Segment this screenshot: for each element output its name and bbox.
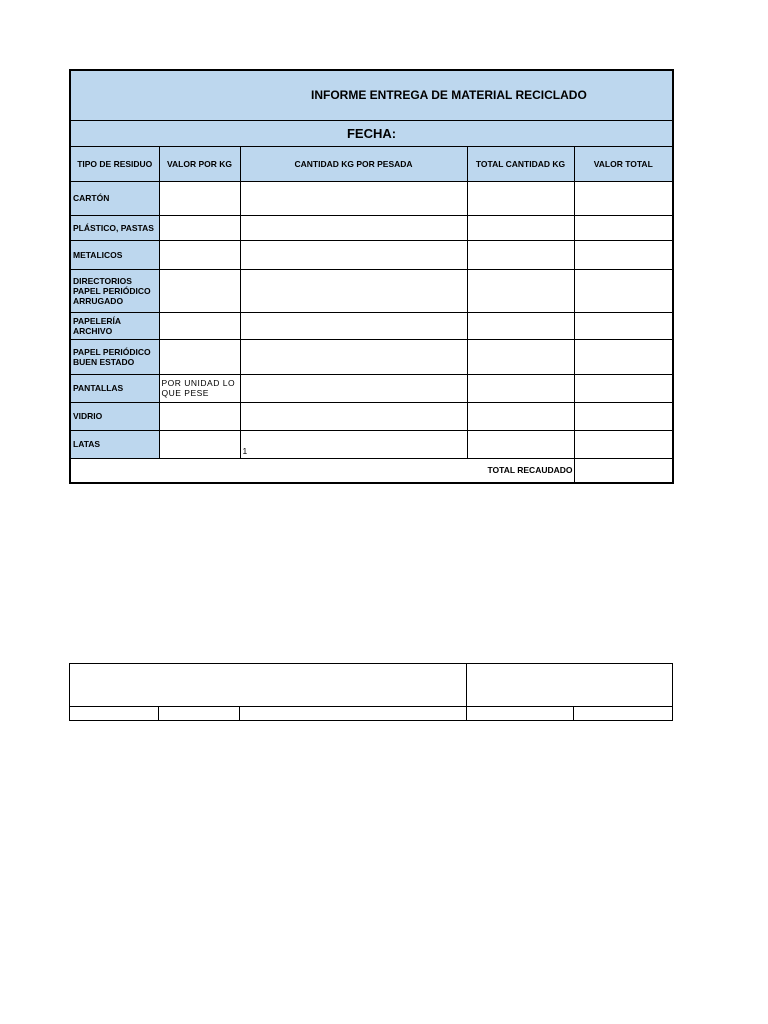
cantidad-cell[interactable] [240, 215, 467, 240]
valor-cell[interactable] [159, 181, 240, 215]
valor-total-cell[interactable] [574, 312, 673, 339]
recycling-report-table [69, 69, 672, 484]
signature-cell[interactable] [574, 707, 673, 721]
table-row [70, 240, 673, 269]
cantidad-cell[interactable] [240, 240, 467, 269]
header-valor-total: VALOR TOTAL [574, 146, 673, 181]
table-row [70, 269, 673, 312]
signature-cell[interactable] [240, 707, 467, 721]
valor-cell[interactable]: POR UNIDAD LO QUE PESE [159, 374, 240, 402]
valor-total-cell[interactable] [574, 374, 673, 402]
valor-cell[interactable] [159, 269, 240, 312]
valor-cell[interactable] [159, 240, 240, 269]
signature-table [69, 663, 672, 721]
valor-cell[interactable] [159, 339, 240, 374]
cantidad-cell[interactable] [240, 312, 467, 339]
signature-cell[interactable] [467, 707, 574, 721]
row-label: PLÁSTICO, PASTAS [70, 215, 159, 240]
table-row [70, 374, 673, 402]
cantidad-cell[interactable] [240, 339, 467, 374]
signature-cell[interactable] [159, 707, 240, 721]
signature-cell[interactable] [70, 707, 159, 721]
total-kg-cell[interactable] [467, 215, 574, 240]
valor-cell[interactable] [159, 402, 240, 430]
table-row [70, 402, 673, 430]
valor-total-cell[interactable] [574, 269, 673, 312]
row-label: LATAS [70, 430, 159, 458]
valor-total-cell[interactable] [574, 339, 673, 374]
total-kg-cell[interactable] [467, 181, 574, 215]
date-label: FECHA: [70, 120, 673, 146]
valor-total-cell[interactable] [574, 430, 673, 458]
total-kg-cell[interactable] [467, 374, 574, 402]
row-label: PAPEL PERIÓDICO BUEN ESTADO [70, 339, 159, 374]
valor-total-cell[interactable] [574, 240, 673, 269]
row-label: PAPELERÍA ARCHIVO [70, 312, 159, 339]
signature-box-right[interactable] [467, 664, 673, 707]
total-kg-cell[interactable] [467, 240, 574, 269]
row-label: DIRECTORIOS PAPEL PERIÓDICO ARRUGADO [70, 269, 159, 312]
table-row [70, 181, 673, 215]
header-tipo: TIPO DE RESIDUO [70, 146, 159, 181]
header-valor-kg: VALOR POR KG [159, 146, 240, 181]
total-recaudado-value[interactable] [574, 458, 673, 483]
valor-total-cell[interactable] [574, 402, 673, 430]
row-label: PANTALLAS [70, 374, 159, 402]
cantidad-cell[interactable] [240, 269, 467, 312]
cantidad-cell[interactable] [240, 181, 467, 215]
row-label: METALICOS [70, 240, 159, 269]
table-row [70, 215, 673, 240]
total-kg-cell[interactable] [467, 339, 574, 374]
row-label: VIDRIO [70, 402, 159, 430]
signature-box-left[interactable] [70, 664, 467, 707]
valor-cell[interactable] [159, 430, 240, 458]
valor-total-cell[interactable] [574, 181, 673, 215]
table-row [70, 339, 673, 374]
cantidad-cell[interactable] [240, 402, 467, 430]
total-kg-cell[interactable] [467, 430, 574, 458]
cantidad-cell[interactable]: 1 [240, 430, 467, 458]
table-row [70, 312, 673, 339]
row-label: CARTÓN [70, 181, 159, 215]
total-kg-cell[interactable] [467, 402, 574, 430]
total-kg-cell[interactable] [467, 269, 574, 312]
valor-cell[interactable] [159, 215, 240, 240]
total-recaudado-label: TOTAL RECAUDADO [70, 458, 574, 483]
report-title: INFORME ENTREGA DE MATERIAL RECICLADO [70, 70, 673, 120]
total-kg-cell[interactable] [467, 312, 574, 339]
table-row [70, 430, 673, 458]
valor-total-cell[interactable] [574, 215, 673, 240]
header-total-kg: TOTAL CANTIDAD KG [467, 146, 574, 181]
cantidad-cell[interactable] [240, 374, 467, 402]
header-cantidad: CANTIDAD KG POR PESADA [240, 146, 467, 181]
valor-cell[interactable] [159, 312, 240, 339]
